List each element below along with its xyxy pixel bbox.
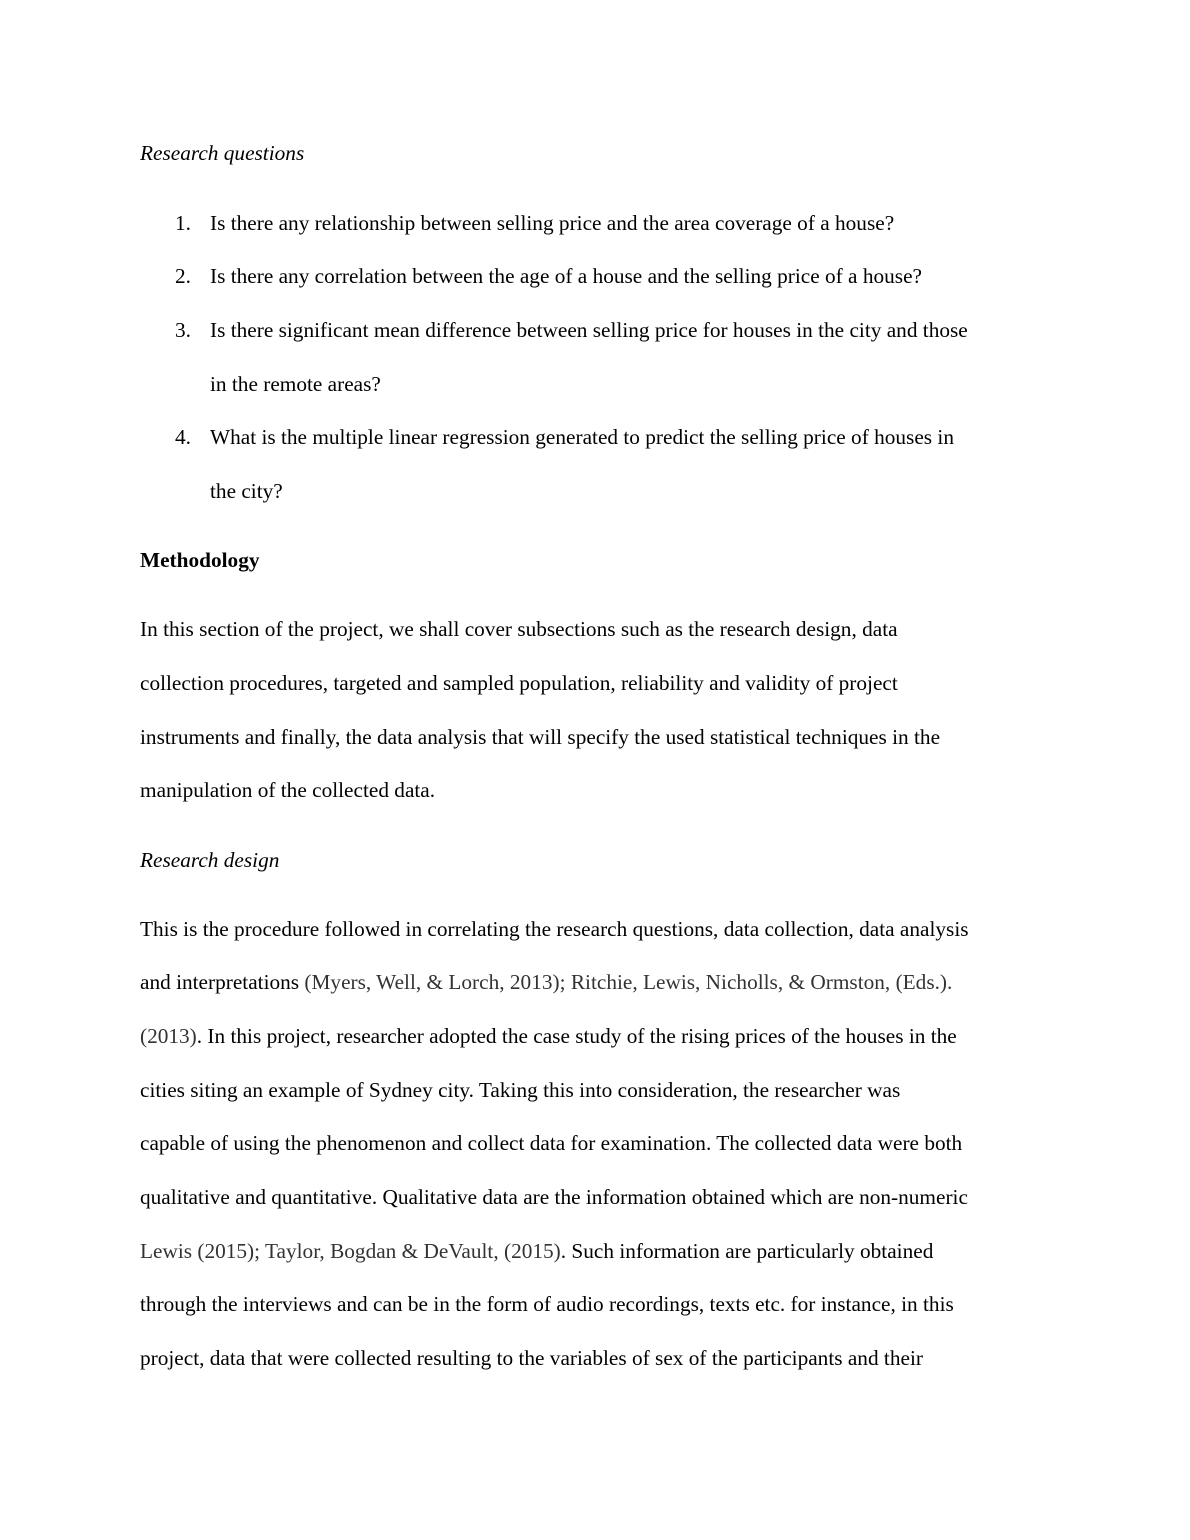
list-text: Is there significant mean difference between selling price for houses in the city and those — [210, 318, 968, 342]
paragraph-line: capable of using the phenomenon and collect data for examination. The collected data were both — [140, 1131, 963, 1155]
paragraph-line: instruments and finally, the data analysis that will specify the used statistical techniques in the — [140, 725, 941, 749]
list-number: 2. — [175, 264, 191, 288]
text-run: . In this project, researcher adopted the case study of the rising prices of the houses in the — [196, 1024, 957, 1048]
list-text: the city? — [210, 479, 283, 503]
text-run: and interpretations — [140, 970, 305, 994]
paragraph-line — [140, 1026, 957, 1047]
paragraph-line — [140, 1241, 933, 1262]
citation: (Myers, Well, & Lorch, 2013); Ritchie, Lewis, Nicholls, & Ormston, (Eds.). — [304, 970, 953, 994]
paragraph-line: collection procedures, targeted and sampled population, reliability and validity of project — [140, 671, 898, 695]
research-questions-heading: Research questions — [140, 141, 305, 165]
paragraph-line: In this section of the project, we shall cover subsections such as the research design, data — [140, 617, 898, 641]
list-text: Is there any correlation between the age of a house and the selling price of a house? — [210, 264, 922, 288]
methodology-heading: Methodology — [140, 548, 260, 572]
paragraph-line: This is the procedure followed in correlating the research questions, data collection, data analysis — [140, 917, 969, 941]
paragraph-line: through the interviews and can be in the form of audio recordings, texts etc. for instance, in this — [140, 1292, 954, 1316]
citation: Lewis (2015); Taylor, Bogdan & DeVault, (2015) — [140, 1239, 561, 1263]
list-text: in the remote areas? — [210, 372, 381, 396]
paragraph-line — [140, 972, 952, 993]
citation: (2013) — [140, 1024, 197, 1048]
text-run: . Such information are particularly obtained — [560, 1239, 934, 1263]
list-text: What is the multiple linear regression generated to predict the selling price of houses in — [210, 425, 954, 449]
list-number: 3. — [175, 318, 191, 342]
research-design-heading: Research design — [140, 848, 280, 872]
paragraph-line: cities siting an example of Sydney city. Taking this into consideration, the researcher was — [140, 1078, 901, 1102]
paragraph-line: project, data that were collected resulting to the variables of sex of the participants and their — [140, 1346, 923, 1370]
list-text: Is there any relationship between selling price and the area coverage of a house? — [210, 211, 895, 235]
list-number: 1. — [175, 211, 191, 235]
paragraph-line: manipulation of the collected data. — [140, 778, 436, 802]
paragraph-line: qualitative and quantitative. Qualitative data are the information obtained which are non-numeric — [140, 1185, 968, 1209]
list-number: 4. — [175, 425, 191, 449]
